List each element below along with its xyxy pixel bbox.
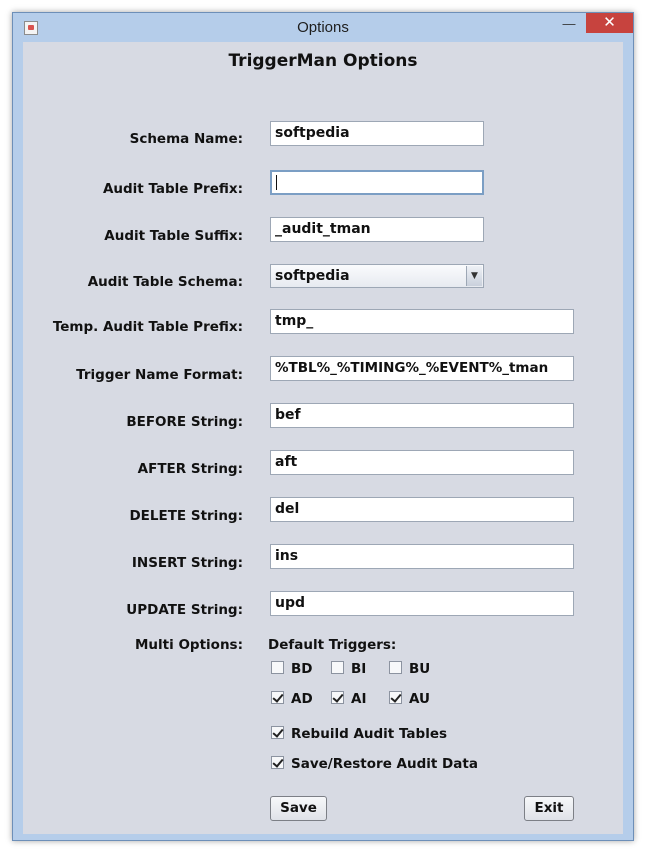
- title-bar: [13, 13, 633, 41]
- before-label: BEFORE String:: [126, 414, 243, 430]
- delete-field[interactable]: del: [270, 497, 574, 522]
- audit-schema-select[interactable]: [270, 264, 484, 288]
- save-restore-label: Save/Restore Audit Data: [291, 756, 478, 772]
- temp-prefix-label: Temp. Audit Table Prefix:: [52, 319, 243, 335]
- trigger-checkbox-bu[interactable]: [389, 661, 430, 677]
- after-field[interactable]: aft: [270, 450, 574, 475]
- trigger-format-field[interactable]: %TBL%_%TIMING%_%EVENT%_tman: [270, 356, 574, 381]
- trigger-label: BI: [351, 661, 367, 677]
- rebuild-audit-checkbox[interactable]: [271, 726, 447, 742]
- temp-prefix-field[interactable]: tmp_: [270, 309, 574, 334]
- schema-name-field[interactable]: softpedia: [270, 121, 484, 146]
- multi-options-label: Multi Options:: [135, 637, 243, 653]
- close-button[interactable]: ✕: [586, 13, 633, 33]
- audit-schema-label: Audit Table Schema:: [87, 274, 243, 290]
- checkbox-box[interactable]: [271, 756, 284, 769]
- trigger-checkbox-ad[interactable]: [271, 691, 313, 707]
- trigger-label: AD: [291, 691, 313, 707]
- audit-prefix-label: Audit Table Prefix:: [102, 181, 243, 197]
- delete-label: DELETE String:: [129, 508, 243, 524]
- default-triggers-label: Default Triggers:: [268, 637, 397, 653]
- options-window: [12, 12, 634, 841]
- update-field[interactable]: upd: [270, 591, 574, 616]
- trigger-checkbox-bd[interactable]: [271, 661, 313, 677]
- trigger-label: AI: [351, 691, 367, 707]
- rebuild-audit-label: Rebuild Audit Tables: [291, 726, 448, 742]
- text-caret: [276, 175, 277, 190]
- save-button[interactable]: Save: [270, 796, 327, 821]
- trigger-format-label: Trigger Name Format:: [76, 367, 243, 383]
- checkbox-box[interactable]: [331, 691, 344, 704]
- trigger-checkbox-ai[interactable]: [331, 691, 366, 707]
- window-title: Options: [297, 19, 349, 36]
- dropdown-arrow-icon[interactable]: ▼: [466, 266, 482, 286]
- exit-button[interactable]: Exit: [524, 796, 574, 821]
- save-restore-checkbox[interactable]: [271, 756, 478, 772]
- audit-suffix-field[interactable]: _audit_tman: [270, 217, 484, 242]
- trigger-label: BU: [409, 661, 431, 677]
- insert-field[interactable]: ins: [270, 544, 574, 569]
- checkbox-box[interactable]: [389, 661, 402, 674]
- checkbox-box[interactable]: [271, 726, 284, 739]
- audit-suffix-label: Audit Table Suffix:: [104, 228, 243, 244]
- page-title: TriggerMan Options: [228, 51, 418, 71]
- trigger-checkbox-au[interactable]: [389, 691, 430, 707]
- trigger-checkbox-bi[interactable]: [331, 661, 366, 677]
- options-panel: [23, 42, 623, 834]
- trigger-label: AU: [409, 691, 430, 707]
- after-label: AFTER String:: [137, 461, 243, 477]
- update-label: UPDATE String:: [126, 602, 243, 618]
- checkbox-box[interactable]: [271, 691, 284, 704]
- audit-schema-value: softpedia: [275, 268, 350, 284]
- checkbox-box[interactable]: [389, 691, 402, 704]
- insert-label: INSERT String:: [131, 555, 243, 571]
- schema-name-label: Schema Name:: [129, 131, 243, 147]
- minimize-button[interactable]: —: [562, 16, 576, 31]
- audit-prefix-field[interactable]: [270, 170, 484, 195]
- checkbox-box[interactable]: [271, 661, 284, 674]
- before-field[interactable]: bef: [270, 403, 574, 428]
- trigger-label: BD: [291, 661, 313, 677]
- checkbox-box[interactable]: [331, 661, 344, 674]
